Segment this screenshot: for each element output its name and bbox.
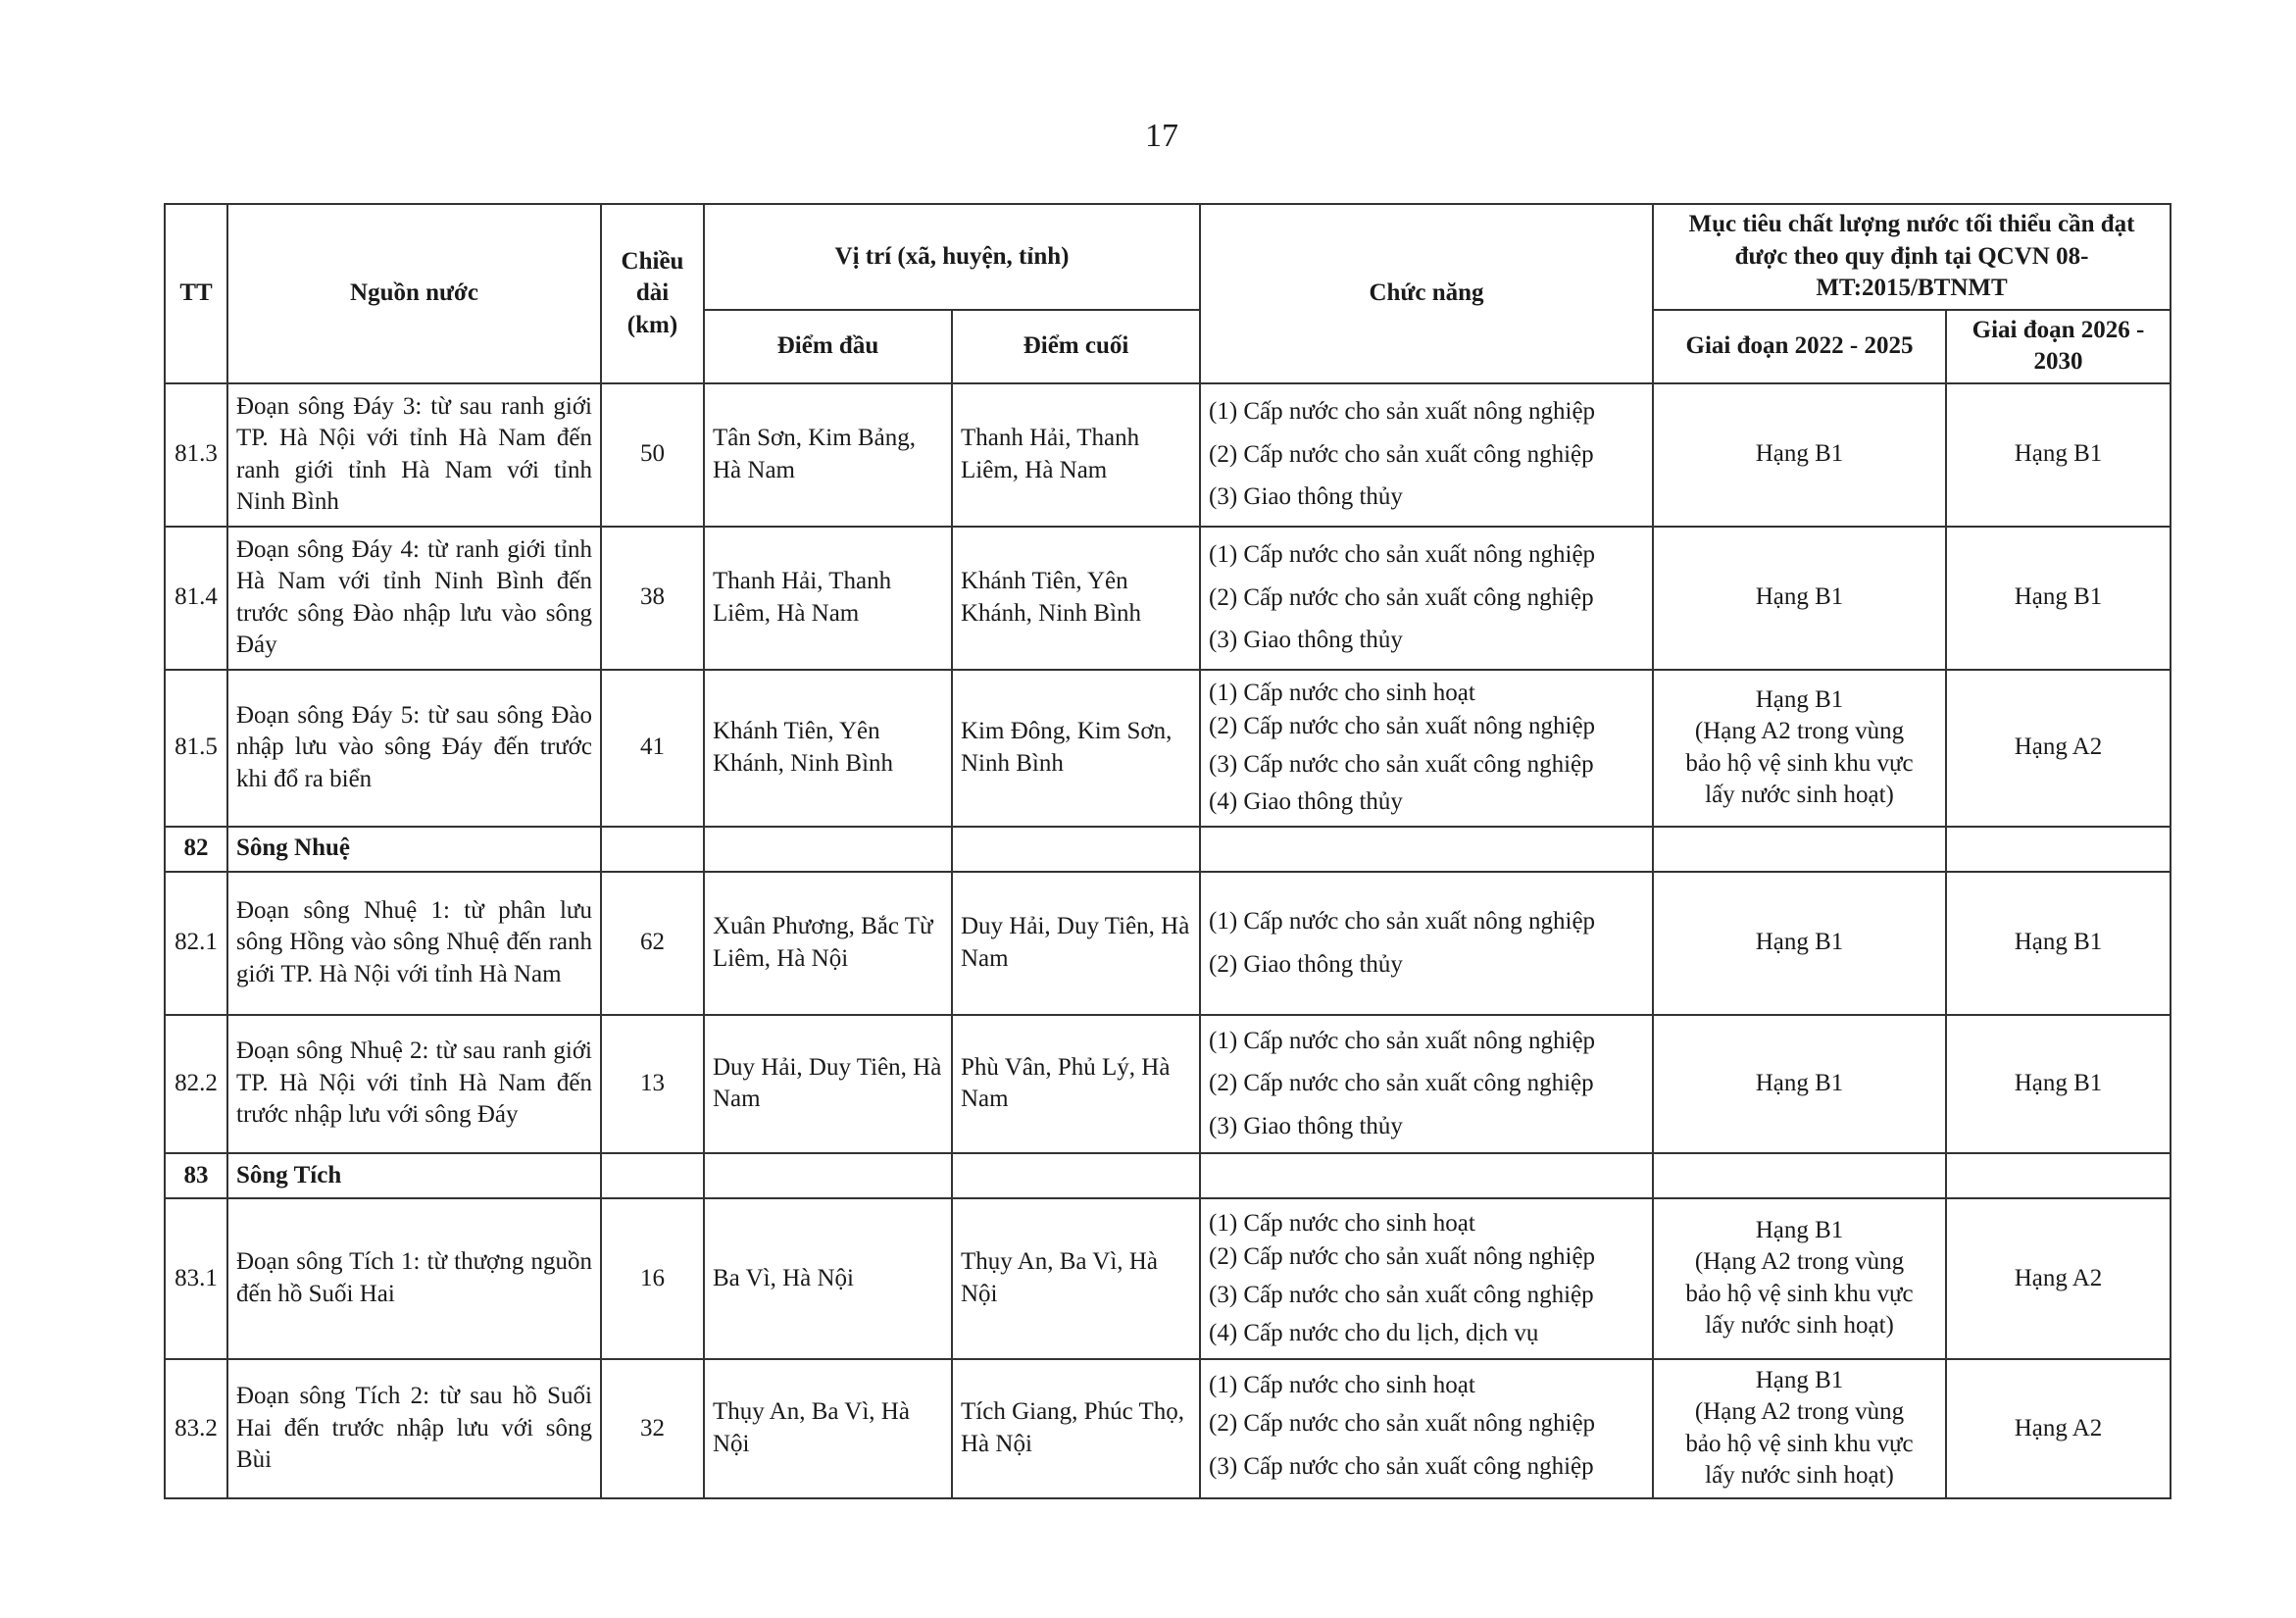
row-tt: 83.2 xyxy=(165,1359,227,1498)
tier-line: lấy nước sinh hoạt) xyxy=(1705,1312,1894,1340)
header-tt: TT xyxy=(165,204,227,383)
section-row xyxy=(165,827,2171,872)
row-functions xyxy=(1200,1015,1653,1153)
row-start: Thụy An, Ba Vì, Hà Nội xyxy=(704,1359,952,1498)
header-length: Chiều dài (km) xyxy=(601,204,704,383)
row-phase2: Hạng A2 xyxy=(1946,670,2171,827)
row-length: 16 xyxy=(601,1198,704,1359)
row-length: 32 xyxy=(601,1359,704,1498)
function-item: (2) Cấp nước cho sản xuất công nghiệp xyxy=(1209,583,1594,611)
water-quality-table xyxy=(164,203,2171,1499)
tier-line: (Hạng A2 trong vùng xyxy=(1694,718,1905,744)
function-item: (3) Giao thông thủy xyxy=(1209,483,1403,511)
row-phase1 xyxy=(1653,1198,1946,1359)
section-row xyxy=(165,1153,2171,1198)
row-end: Khánh Tiên, Yên Khánh, Ninh Bình xyxy=(952,527,1200,670)
function-item: (3) Cấp nước cho sản xuất công nghiệp xyxy=(1209,750,1594,778)
row-tt: 81.4 xyxy=(165,527,227,670)
row-start: Duy Hải, Duy Tiên, Hà Nam xyxy=(704,1015,952,1153)
row-phase1: Hạng B1 xyxy=(1653,1015,1946,1153)
table-row xyxy=(165,670,2171,827)
function-item: (3) Giao thông thủy xyxy=(1209,627,1403,654)
row-functions xyxy=(1200,872,1653,1015)
row-phase1: Hạng B1 xyxy=(1653,383,1946,527)
row-phase1: Hạng B1 xyxy=(1653,872,1946,1015)
row-length: 41 xyxy=(601,670,704,827)
row-source: Đoạn sông Nhuệ 1: từ phân lưu sông Hồng vào sông Nhuệ đến ranh giới TP. Hà Nội với tỉnh Hà Nam xyxy=(227,872,601,1015)
row-source: Đoạn sông Đáy 4: từ ranh giới tỉnh Hà Nam với tỉnh Ninh Bình đến trước sông Đào nhập lưu vào sông Đáy xyxy=(227,527,601,670)
row-end: Kim Đông, Kim Sơn, Ninh Bình xyxy=(952,670,1200,827)
row-functions xyxy=(1200,1359,1653,1498)
row-phase2: Hạng B1 xyxy=(1946,1015,2171,1153)
function-item: (1) Cấp nước cho sản xuất nông nghiệp xyxy=(1209,907,1596,935)
table-row xyxy=(165,1198,2171,1359)
function-item: (3) Cấp nước cho sản xuất công nghiệp xyxy=(1209,1452,1594,1480)
section-tt: 82 xyxy=(165,827,227,872)
row-phase2: Hạng A2 xyxy=(1946,1198,2171,1359)
function-item: (3) Cấp nước cho sản xuất công nghiệp xyxy=(1209,1281,1594,1308)
row-tt: 82.1 xyxy=(165,872,227,1015)
row-source: Đoạn sông Tích 1: từ thượng nguồn đến hồ Suối Hai xyxy=(227,1198,601,1359)
function-item: (1) Cấp nước cho sinh hoạt xyxy=(1209,680,1475,706)
row-functions xyxy=(1200,670,1653,827)
row-start: Thanh Hải, Thanh Liêm, Hà Nam xyxy=(704,527,952,670)
section-tt: 83 xyxy=(165,1153,227,1198)
tier-line: lấy nước sinh hoạt) xyxy=(1705,1462,1894,1490)
function-item: (1) Cấp nước cho sản xuất nông nghiệp xyxy=(1209,540,1596,568)
row-length: 13 xyxy=(601,1015,704,1153)
row-end: Tích Giang, Phúc Thọ, Hà Nội xyxy=(952,1359,1200,1498)
function-item: (2) Cấp nước cho sản xuất nông nghiệp xyxy=(1209,712,1596,739)
row-tt: 82.2 xyxy=(165,1015,227,1153)
header-start: Điểm đầu xyxy=(704,310,952,383)
table-row xyxy=(165,1015,2171,1153)
function-item: (2) Cấp nước cho sản xuất công nghiệp xyxy=(1209,1070,1594,1097)
function-item: (2) Giao thông thủy xyxy=(1209,950,1403,978)
function-item: (1) Cấp nước cho sản xuất nông nghiệp xyxy=(1209,397,1596,425)
row-source: Đoạn sông Tích 2: từ sau hồ Suối Hai đến trước nhập lưu với sông Bùi xyxy=(227,1359,601,1498)
table-row xyxy=(165,1359,2171,1498)
function-item: (1) Cấp nước cho sinh hoạt xyxy=(1209,1372,1475,1399)
function-item: (2) Cấp nước cho sản xuất nông nghiệp xyxy=(1209,1243,1596,1270)
table-row xyxy=(165,527,2171,670)
row-start: Khánh Tiên, Yên Khánh, Ninh Bình xyxy=(704,670,952,827)
row-phase2: Hạng A2 xyxy=(1946,1359,2171,1498)
row-functions xyxy=(1200,1198,1653,1359)
row-length: 38 xyxy=(601,527,704,670)
row-tt: 81.5 xyxy=(165,670,227,827)
row-tt: 81.3 xyxy=(165,383,227,527)
row-functions xyxy=(1200,527,1653,670)
tier-line: Hạng B1 xyxy=(1755,685,1844,713)
function-item: (2) Cấp nước cho sản xuất nông nghiệp xyxy=(1209,1409,1596,1437)
row-start: Ba Vì, Hà Nội xyxy=(704,1198,952,1359)
row-start: Xuân Phương, Bắc Từ Liêm, Hà Nội xyxy=(704,872,952,1015)
header-target: Mục tiêu chất lượng nước tối thiểu cần đạt được theo quy định tại QCVN 08-MT:2015/BTNMT xyxy=(1653,204,2171,310)
header-source: Nguồn nước xyxy=(227,204,601,383)
tier-line: Hạng B1 xyxy=(1755,1216,1844,1243)
page-number: 17 xyxy=(1145,118,1178,154)
row-tt: 83.1 xyxy=(165,1198,227,1359)
tier-line: (Hạng A2 trong vùng xyxy=(1694,1398,1905,1426)
tier-line: bảo hộ vệ sinh khu vực xyxy=(1685,749,1914,777)
tier-line: (Hạng A2 trong vùng xyxy=(1694,1248,1905,1276)
function-item: (4) Cấp nước cho du lịch, dịch vụ xyxy=(1209,1319,1539,1346)
function-item: (4) Giao thông thủy xyxy=(1209,788,1403,816)
row-phase2: Hạng B1 xyxy=(1946,872,2171,1015)
row-start: Tân Sơn, Kim Bảng, Hà Nam xyxy=(704,383,952,527)
row-source: Đoạn sông Đáy 5: từ sau sông Đào nhập lưu vào sông Đáy đến trước khi đổ ra biển xyxy=(227,670,601,827)
row-functions xyxy=(1200,383,1653,527)
row-phase1: Hạng B1 xyxy=(1653,527,1946,670)
tier-line: bảo hộ vệ sinh khu vực xyxy=(1685,1430,1914,1457)
tier-line: lấy nước sinh hoạt) xyxy=(1705,782,1894,808)
function-item: (3) Giao thông thủy xyxy=(1209,1113,1403,1139)
function-item: (1) Cấp nước cho sản xuất nông nghiệp xyxy=(1209,1027,1596,1054)
row-end: Phù Vân, Phủ Lý, Hà Nam xyxy=(952,1015,1200,1153)
table-row xyxy=(165,383,2171,527)
tier-line: bảo hộ vệ sinh khu vực xyxy=(1685,1280,1914,1307)
row-phase2: Hạng B1 xyxy=(1946,383,2171,527)
header-end: Điểm cuối xyxy=(952,310,1200,383)
row-phase2: Hạng B1 xyxy=(1946,527,2171,670)
function-item: (2) Cấp nước cho sản xuất công nghiệp xyxy=(1209,440,1594,468)
header-location: Vị trí (xã, huyện, tỉnh) xyxy=(704,204,1200,310)
header-phase1: Giai đoạn 2022 - 2025 xyxy=(1653,310,1946,383)
header-function: Chức năng xyxy=(1200,204,1653,383)
table-row xyxy=(165,872,2171,1015)
row-end: Duy Hải, Duy Tiên, Hà Nam xyxy=(952,872,1200,1015)
row-source: Đoạn sông Đáy 3: từ sau ranh giới TP. Hà Nội với tỉnh Hà Nam đến ranh giới tỉnh Hà Nam với tỉnh Ninh Bình xyxy=(227,383,601,527)
header-phase2: Giai đoạn 2026 - 2030 xyxy=(1946,310,2171,383)
row-end: Thụy An, Ba Vì, Hà Nội xyxy=(952,1198,1200,1359)
tier-line: Hạng B1 xyxy=(1755,1366,1844,1393)
section-title: Sông Tích xyxy=(227,1153,601,1198)
row-phase1 xyxy=(1653,1359,1946,1498)
row-length: 62 xyxy=(601,872,704,1015)
section-title: Sông Nhuệ xyxy=(227,827,601,872)
function-item: (1) Cấp nước cho sinh hoạt xyxy=(1209,1210,1475,1238)
row-end: Thanh Hải, Thanh Liêm, Hà Nam xyxy=(952,383,1200,527)
row-length: 50 xyxy=(601,383,704,527)
row-phase1 xyxy=(1653,670,1946,827)
row-source: Đoạn sông Nhuệ 2: từ sau ranh giới TP. Hà Nội với tỉnh Hà Nam đến trước nhập lưu với sông Đáy xyxy=(227,1015,601,1153)
